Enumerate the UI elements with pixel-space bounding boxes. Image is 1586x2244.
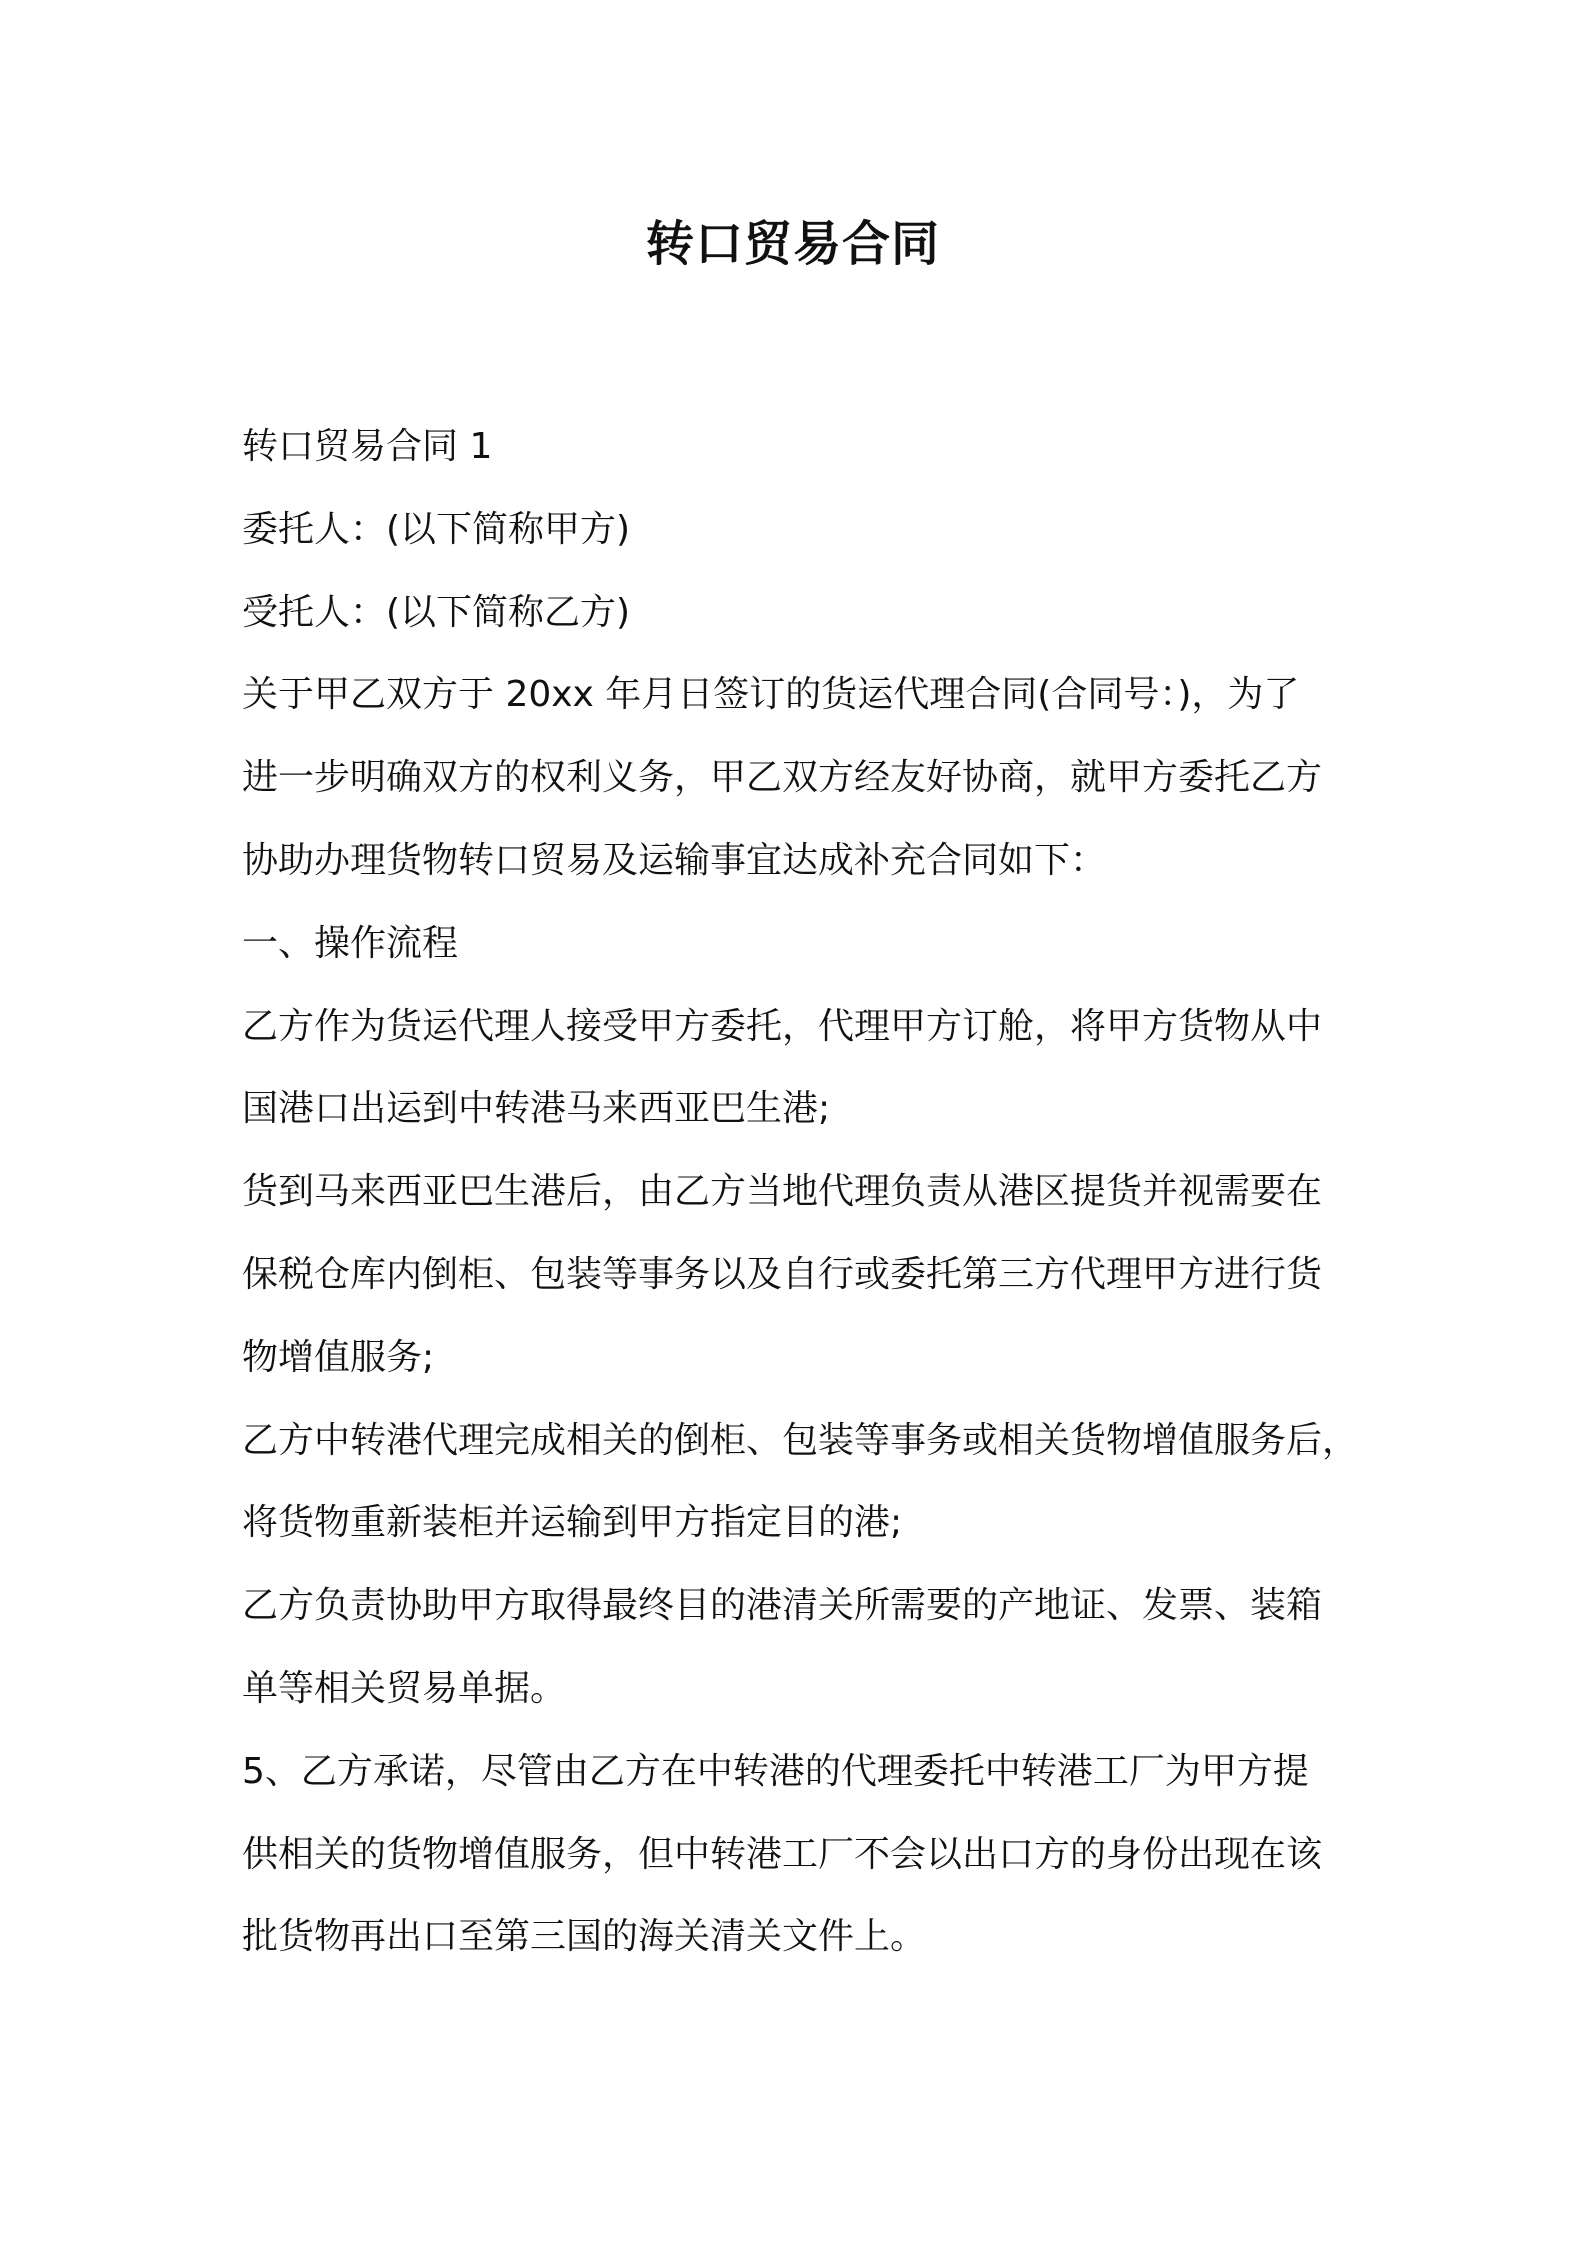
paragraph-line: 乙方负责协助甲方取得最终目的港清关所需要的产地证、发票、装箱 — [242, 1585, 1323, 1627]
paragraph-line: 保税仓库内倒柜、包装等事务以及自行或委托第三方代理甲方进行货 — [242, 1253, 1323, 1295]
paragraph-line: 将货物重新装柜并运输到甲方指定目的港; — [242, 1502, 903, 1544]
paragraph-line: 协助办理货物转口贸易及运输事宜达成补充合同如下： — [242, 839, 1107, 881]
paragraph-line: 物增值服务; — [242, 1336, 435, 1378]
paragraph-line: 进一步明确双方的权利义务，甲乙双方经友好协商，就甲方委托乙方 — [242, 757, 1323, 799]
agent-line: 受托人：(以下简称乙方) — [242, 591, 631, 633]
principal-line: 委托人：(以下简称甲方) — [242, 508, 631, 550]
section-heading: 一、操作流程 — [242, 922, 459, 964]
document-title: 转口贸易合同 — [645, 216, 940, 272]
paragraph-line: 5、乙方承诺，尽管由乙方在中转港的代理委托中转港工厂为甲方提 — [242, 1750, 1309, 1792]
paragraph-line: 乙方中转港代理完成相关的倒柜、包装等事务或相关货物增值服务后， — [242, 1419, 1359, 1461]
paragraph-line: 单等相关贸易单据。 — [242, 1667, 567, 1709]
paragraph-line: 供相关的货物增值服务，但中转港工厂不会以出口方的身份出现在该 — [242, 1833, 1323, 1875]
paragraph-line: 货到马来西亚巴生港后，由乙方当地代理负责从港区提货并视需要在 — [242, 1171, 1323, 1213]
paragraph-line: 国港口出运到中转港马来西亚巴生港; — [242, 1088, 831, 1130]
paragraph-line: 关于甲乙双方于 20xx 年月日签订的货运代理合同(合同号：)，为了 — [242, 674, 1300, 716]
contract-heading: 转口贸易合同 1 — [242, 426, 493, 467]
paragraph-line: 乙方作为货运代理人接受甲方委托，代理甲方订舱，将甲方货物从中 — [242, 1005, 1323, 1047]
paragraph-line: 批货物再出口至第三国的海关清关文件上。 — [242, 1916, 927, 1958]
document-body — [242, 406, 1362, 1979]
